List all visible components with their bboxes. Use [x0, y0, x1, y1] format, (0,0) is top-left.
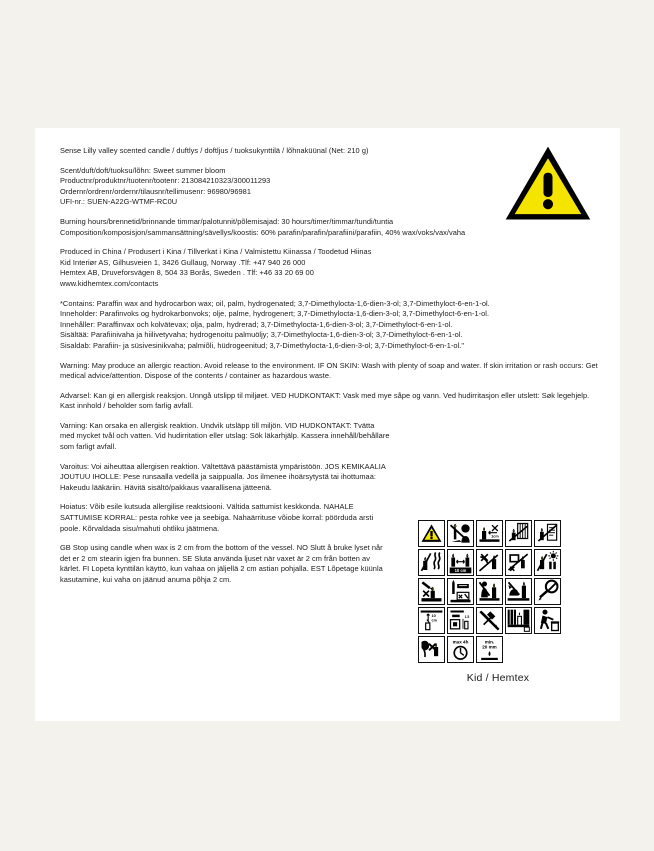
svg-text:1.5: 1.5: [464, 615, 470, 619]
no-candle-near-pets-icon: [505, 578, 532, 605]
warning-text-et: Hoiatus: Võib esile kutsuda allergilise reaktsiooni. Vältida sattumist keskkonda. NAHALE SATTUMISE KORRAL: pesta rohke vee ja seebiga. Nahaärrituse võiobe korral: pöörduda arsti poole. Kõrvaldada sisu/mahuti ohtliku jäätmena.: [60, 502, 374, 533]
pictogram-row: [418, 636, 578, 663]
product-safety-label: [35, 128, 620, 721]
ingredients-list: *Contains: Paraffin wax and hydrocarbon wax; oil, palm, hydrogenated; 3,7-Dimethylocta-1,6-dien-3-ol; 3,7-Dimethyloct-6-en-1-ol. Inneholder: Parafinvoks og hydrokarbonvoks; olje, palme, hydrogenert; 3,7-Dimethylocta-1,6-dien-3-ol; 3,7-Dimethyloct-6-en-1-ol. Innehåller: Paraffinvax och kolvätevax; olja, palm, hydrerad; 3,7-Dimethylocta-1,6-dien-3-ol; 3,7-Dimethyloct-6-en-1-ol. Sisältää: Parafiinivaha ja hiilivetyvaha; hydrogenoitu palmuöljy; 3,7-Dimethylocta-1,6-dien-3-ol; 3,7-Dimethyloct-6-en-1-ol. Sisaldab: Parafiin- ja süsivesinikvaha; palmiõli, hüdrogeenitud; 3,7-Dimethylocta-1,6-dien-3-ol; 3,7-Dimethyloct-6-en-1-ol.": [60, 298, 490, 350]
product-specifications: Burning hours/brennetid/brinnande timmar/palotunnit/põlemisajad: 30 hours/timer/timmar/tundi/tuntia Composition/komposisjon/sammansättning/sävellys/koostis: 60% parafin/parafin/parafiini/parafiin, 40% wax/voks/vax/vaha: [60, 216, 466, 237]
no-candle-unattended-icon: [505, 549, 532, 576]
no-candle-near-face-icon: [447, 520, 474, 547]
warning-text-no: Advarsel: Kan gi en allergisk reaksjon. Unngå utslipp til miljøet. VED HUDKONTAKT: Vask med mye såpe og vann. Ved hudirritasjon eller utslett: Søk legehjelp. Kast innhold / beholder som farlig avfall.: [60, 390, 590, 411]
warning-triangle-icon: [418, 520, 445, 547]
product-identification: Scent/duft/doft/tuoksu/lõhn: Sweet summer bloom Productnr/produktnr/tuotenr/tootenr: 213084210323/300011293 Ordernr/ordrenr/ordernr/tilausnr/tellimusenr: 96980/96981 UFI-nr.: SUEN-A22G-WTMF-RC0U: [60, 165, 271, 207]
brand-name: Kid / Hemtex: [466, 672, 530, 684]
no-candle-near-hair-icon: [418, 636, 445, 663]
keep-away-from-shelf-edge-icon: [447, 607, 474, 634]
svg-text:1cm: 1cm: [491, 534, 499, 539]
min-wick-height-icon: [476, 636, 503, 663]
svg-text:cm: cm: [431, 618, 437, 623]
candle-clearance-height-icon: [418, 607, 445, 634]
candle-distance-from-objects-icon: [476, 520, 503, 547]
no-move-burning-candle-icon: [418, 578, 445, 605]
warning-text-fi: Varoitus: Voi aiheuttaa allergisen reaktion. Vältettävä päästämistä ympäristöön. JOS KEMIKAALIA JOUTUU IHOLLE: Pese runsaalla vedellä ja saippualla. Jos ilmenee ihoärsytystä tai ihottumaa: Hakeudu lääkäriin. Hävitä sisältö/pakkaus vaarallisena jätteenä.: [60, 461, 386, 492]
contacts-url[interactable]: www.kidhemtex.com/contacts: [60, 278, 159, 288]
pictogram-row: [418, 520, 578, 547]
no-candle-near-children-icon: [476, 578, 503, 605]
svg-text:10 cm: 10 cm: [454, 568, 467, 574]
pictogram-row: [418, 578, 578, 605]
pictogram-row: [418, 607, 578, 634]
keep-candle-out-of-sunlight-icon: [534, 549, 561, 576]
pictogram-row: [418, 549, 578, 576]
no-candle-near-curtains-icon: [505, 520, 532, 547]
keep-wax-pool-clean-icon: [447, 578, 474, 605]
safety-pictogram-grid: [418, 520, 578, 684]
svg-text:min.: min.: [484, 639, 495, 645]
producer-details: Produced in China / Produsert i Kina / Tillverkat i Kina / Valmistettu Kiinassa / Toodetud Hiinas Kid Interiør AS, Gilhusveien 1, 3426 Gullaug, Norway .Tlf: +47 940 26 000 Hemtex AB, Druveforsvägen 8, 504 33 Borås, Sweden . Tlf: +46 33 20 69 00 www.kidhemtex.com/contacts: [60, 247, 605, 289]
warning-text-en: Warning: May produce an allergic reaction. Avoid release to the environment. IF ON SKIN: Wash with plenty of soap and water. If skin irritation or rash occurs: Get medical advice/attention. Dispose of the contents / container as hazardous waste.: [60, 360, 598, 381]
do-not-extinguish-with-water-icon: [534, 578, 561, 605]
product-title: Sense Lilly valley scented candle / duftlys / doftljus / tuoksukynttilä / lõhnaküünal (Net: 210 g): [60, 146, 369, 155]
no-candle-touching-candle-icon: [476, 549, 503, 576]
max-burn-time-icon: [447, 636, 474, 663]
svg-text:10: 10: [431, 614, 436, 619]
warning-text-sv: Varning: Kan orsaka en allergisk reaktion. Undvik utsläpp till miljön. VID HUDKONTAKT: Tvätta med mycket tvål och vatten. Vid hudirritation eller utslag: Sök läkarhjälp. Kassera innehåll/behållare som farligt avfall.: [60, 420, 390, 452]
candle-spacing-icon: [447, 549, 474, 576]
no-candle-near-paper-icon: [534, 520, 561, 547]
no-candle-in-draft-icon: [418, 549, 445, 576]
dispose-in-bin-icon: [534, 607, 561, 634]
svg-text:max 4h: max 4h: [452, 639, 469, 645]
no-candle-near-fabric-icon: [505, 607, 532, 634]
svg-text:20 mm: 20 mm: [482, 644, 497, 650]
no-hammer-icon: [476, 607, 503, 634]
usage-instruction: GB Stop using candle when wax is 2 cm from the bottom of the vessel. NO Slutt å bruke lyset når det er 2 cm stearin igjen fra bunnen. SE Sluta använda ljuset när vaxet är 2 cm från botten av kärlet. FI Lopeta kynttilän käyttö, kun vahaa on jäljellä 2 cm astian pohjalla. EST Lõpetage küünla kasutamine, kui vaha on jäänud anuma põhja 2 cm.: [60, 543, 383, 584]
